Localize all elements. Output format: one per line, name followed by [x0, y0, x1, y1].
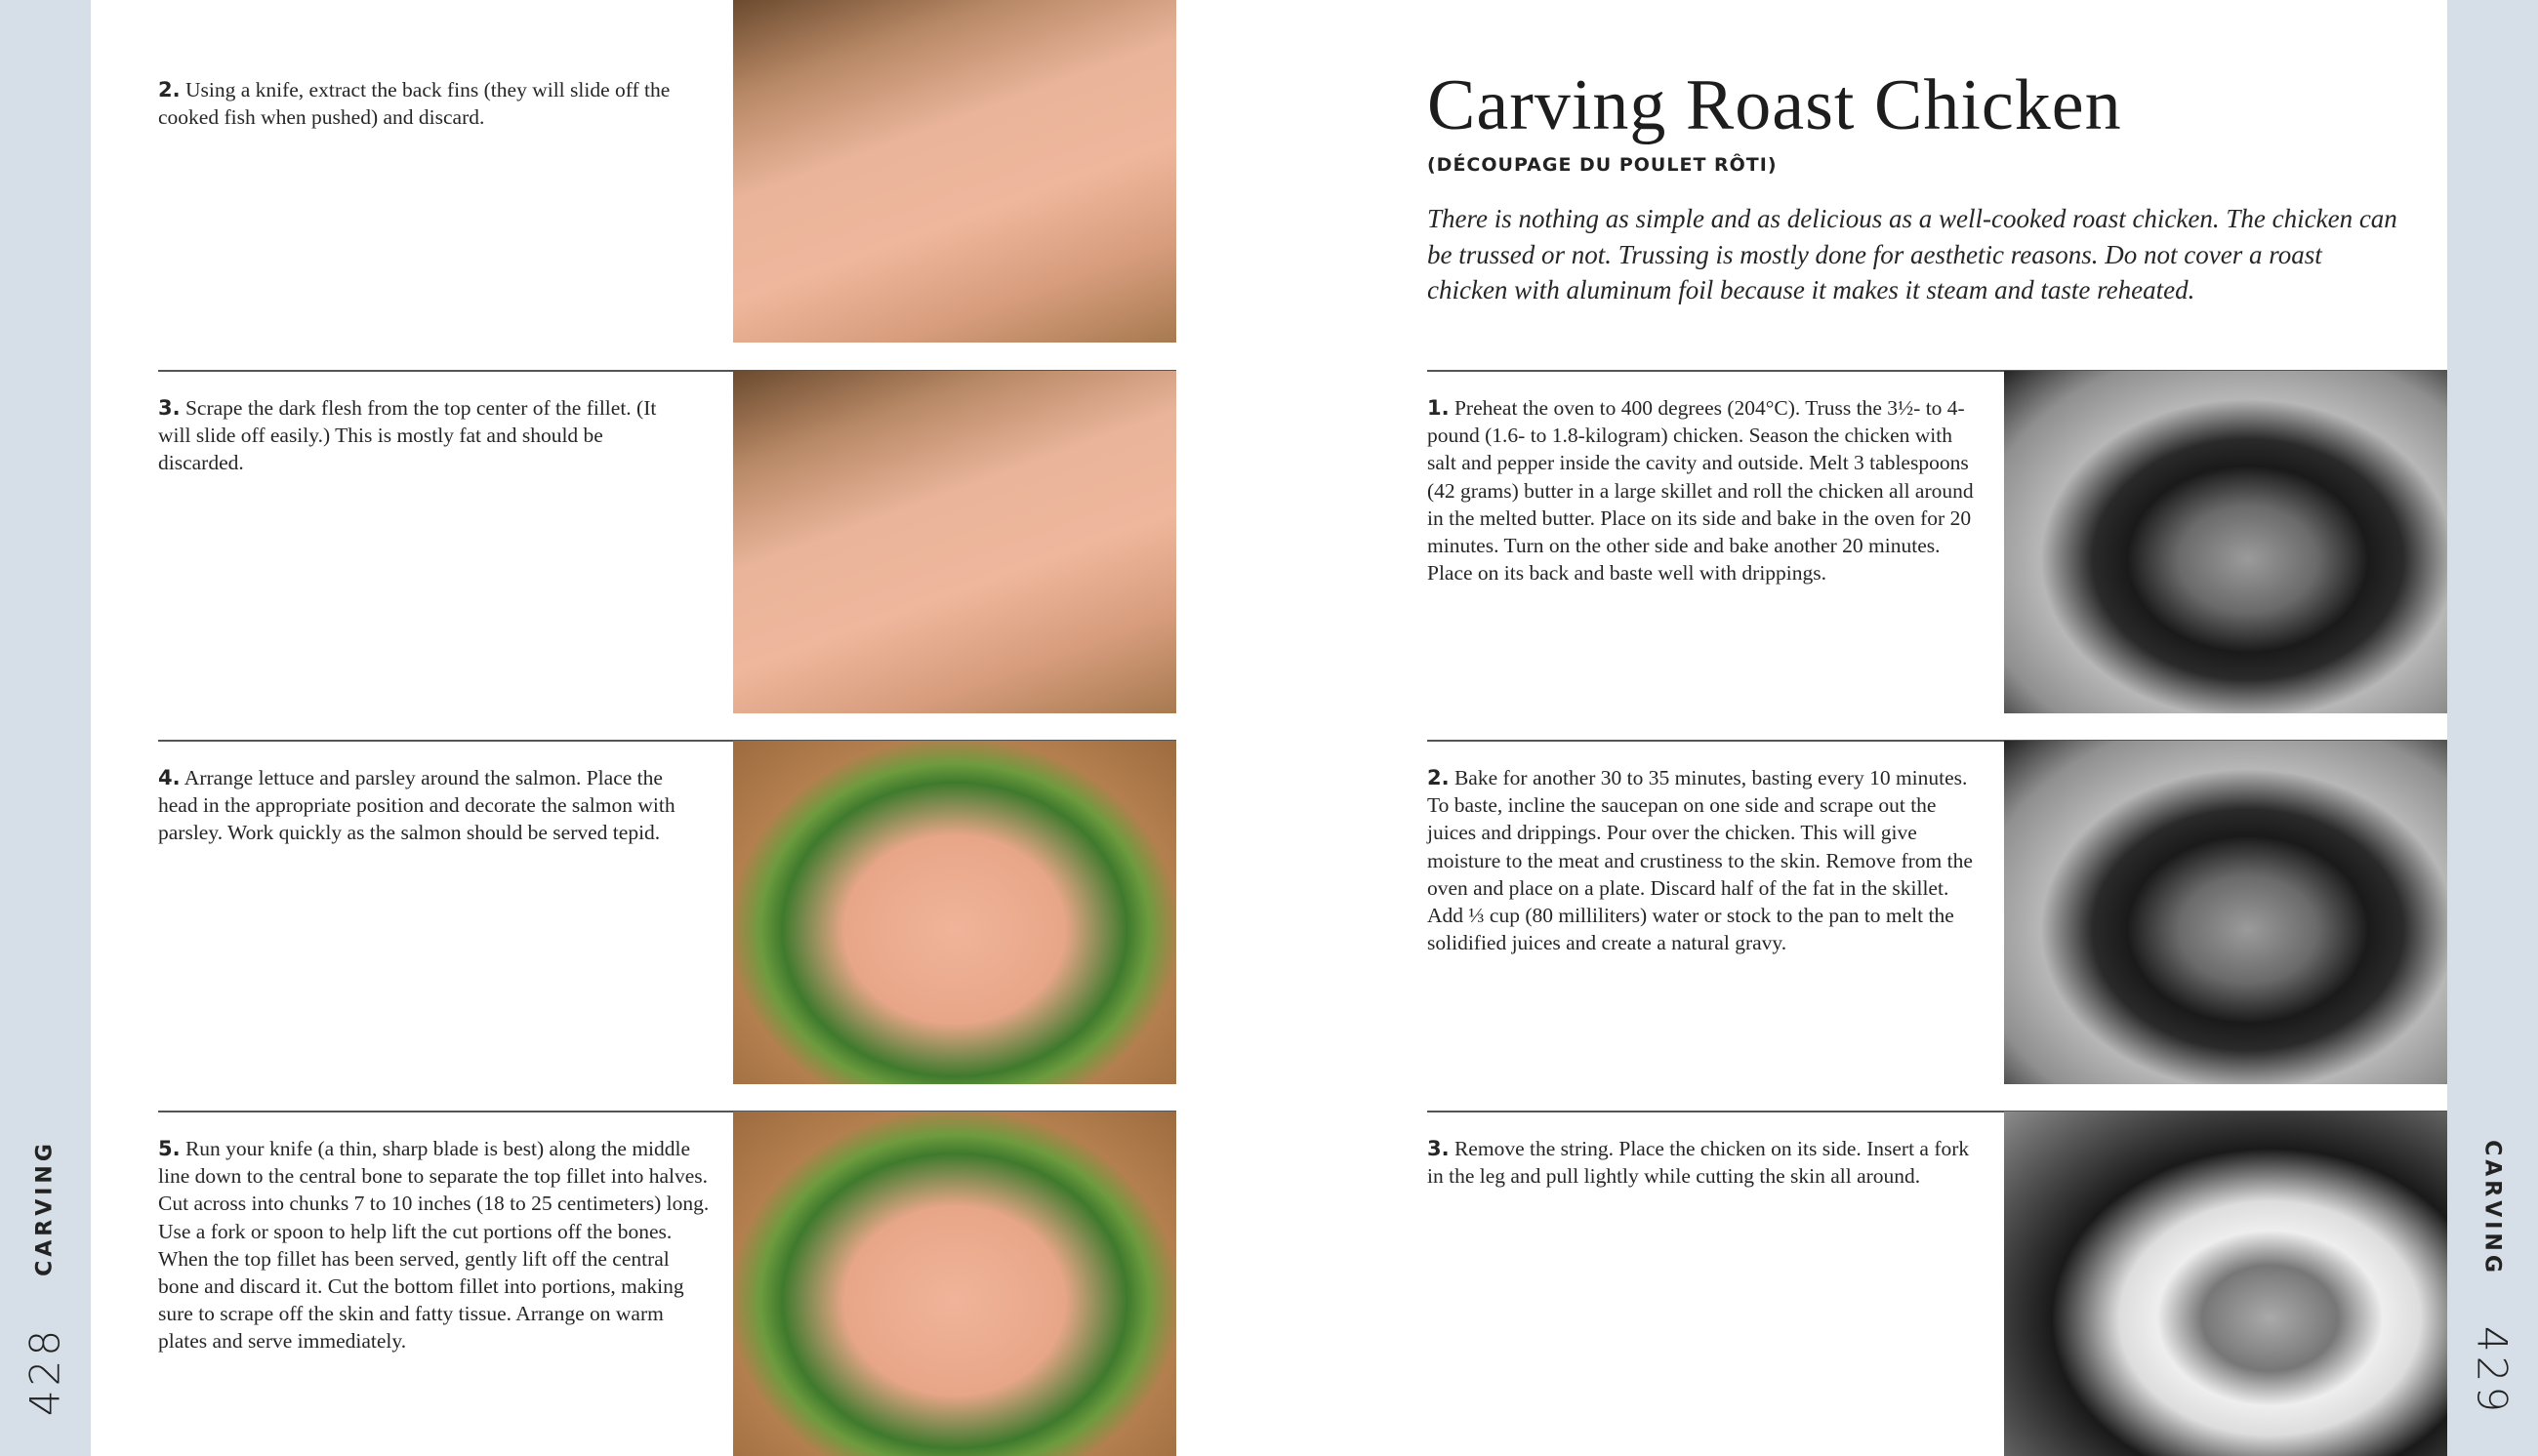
photo-chicken-carving [2004, 1112, 2447, 1456]
section-label: CARVING [2479, 1140, 2505, 1276]
page-subtitle: (DÉCOUPAGE DU POULET RÔTI) [1427, 154, 1778, 176]
step-5: 5. Run your knife (a thin, sharp blade is best) along the middle line down to the central bone to separate the top fillet into halves. Cut across into chunks 7 to 10 inches (18 to 25 centimeters) long. Use a fork or spoon to help lift the cut portions off the bones. When the top fillet has been served, gently lift off the central bone and discard it. Cut the bottom fillet into portions, making sure to scrape off the skin and fatty tissue. Arrange on warm plates and serve immediately. [158, 1137, 710, 1354]
photo-chicken-basting [2004, 741, 2447, 1084]
photo-salmon-portion [733, 1112, 1176, 1456]
photo-chicken-skillet [2004, 371, 2447, 713]
page-title: Carving Roast Chicken [1427, 65, 2122, 145]
photo-salmon-garnish [733, 741, 1176, 1084]
left-side-tab [0, 0, 91, 1456]
step-2: 2. Bake for another 30 to 35 minutes, basting every 10 minutes. To baste, incline the saucepan on one side and scrape out the juices and drippings. Pour over the chicken. This will give moisture to the meat and crustiness to the skin. Remove from the oven and place on a plate. Discard half of the fat in the skillet. Add ⅓ cup (80 milliliters) water or stock to the pan to melt the solidified juices and create a natural gravy. [1427, 766, 1973, 955]
photo-salmon-fins [733, 0, 1176, 343]
step-3: 3. Remove the string. Place the chicken on its side. Insert a fork in the leg and pull lightly while cutting the skin all around. [1427, 1137, 1970, 1189]
step-1: 1. Preheat the oven to 400 degrees (204°C). Truss the 3½- to 4-pound (1.6- to 1.8-kilogram) chicken. Season the chicken with salt and pepper inside the cavity and outside. Melt 3 tablespoons (42 grams) butter in a large skillet and roll the chicken all around in the melted butter. Place on its side and bake in the oven for 20 minutes. Turn on the other side and bake another 20 minutes. Place on its back and baste well with drippings. [1427, 396, 1974, 586]
photo-salmon-scrape [733, 371, 1176, 713]
page-number: 428 [20, 1325, 69, 1417]
step-3: 3. Scrape the dark flesh from the top center of the fillet. (It will slide off easily.) This is mostly fat and should be discarded. [158, 396, 657, 475]
step-4: 4. Arrange lettuce and parsley around the salmon. Place the head in the appropriate position and decorate the salmon with parsley. Work quickly as the salmon should be served tepid. [158, 766, 675, 845]
section-label: CARVING [32, 1140, 58, 1276]
page-number: 429 [2468, 1325, 2517, 1417]
right-side-tab [2447, 0, 2538, 1456]
intro-paragraph: There is nothing as simple and as delicious as a well-cooked roast chicken. The chicken can be trussed or not. Trussing is mostly done for aesthetic reasons. Do not cover a roast chicken with aluminum foil because it makes it steam and taste reheated. [1427, 204, 2397, 304]
step-2: 2. Using a knife, extract the back fins (they will slide off the cooked fish when pushed) and discard. [158, 78, 671, 130]
